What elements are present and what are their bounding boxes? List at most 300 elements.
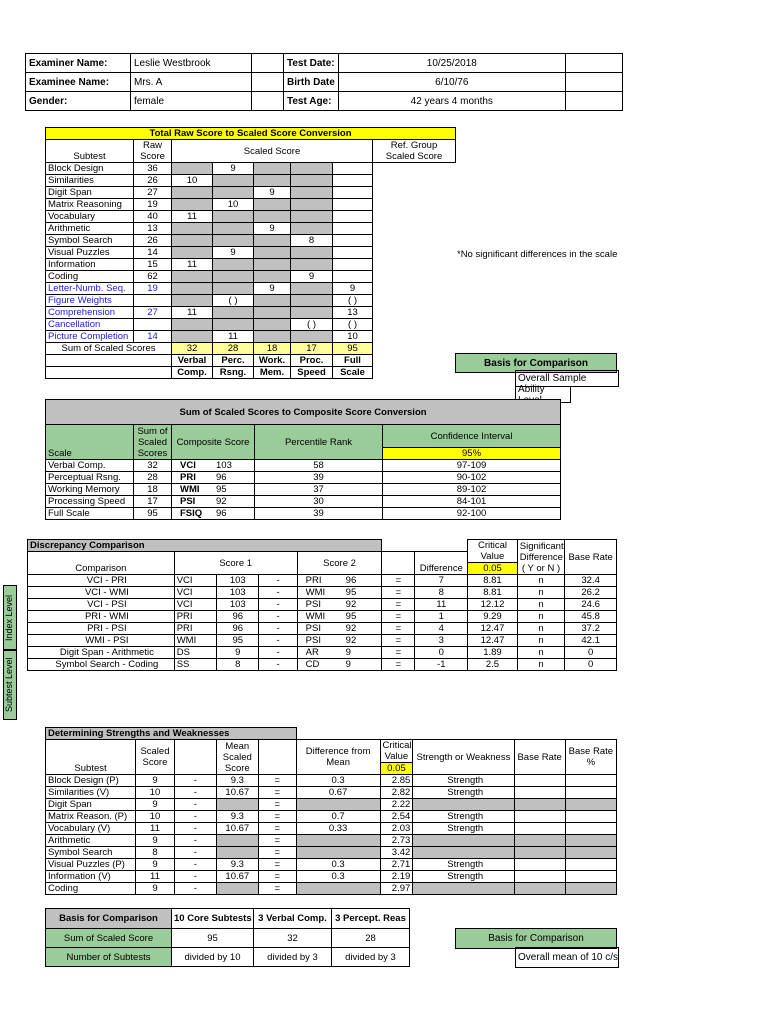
sw-strength-weakness: Strength <box>413 787 514 799</box>
raw-score-cell[interactable]: 15 <box>134 259 172 271</box>
idx-ps-bot: Speed <box>291 367 333 379</box>
basis-num2: divided by 3 <box>254 948 332 967</box>
scaled-score-cell <box>213 223 254 235</box>
score1-index: DS <box>174 647 216 659</box>
sw-critical-value: 2.19 <box>380 871 413 883</box>
sw-base-rate-pct <box>565 835 616 847</box>
equals-sign: = <box>258 811 296 823</box>
score1-index: PRI <box>174 611 216 623</box>
critical-value: 12.12 <box>468 599 518 611</box>
ref-group-cell <box>373 295 456 307</box>
basis-overall-sample[interactable]: Overall Sample <box>515 370 619 387</box>
scaled-score-cell <box>254 163 291 175</box>
sum-scaled-label: Sum of Scaled Scores <box>46 343 172 355</box>
ref-group-cell <box>373 271 456 283</box>
basis-num3: divided by 3 <box>332 948 410 967</box>
dash-sign: - <box>259 623 297 635</box>
score2-value: 92 <box>345 635 357 646</box>
comparison-name: PRI - PSI <box>28 623 175 635</box>
equals-sign: = <box>258 883 296 895</box>
score2 <box>297 575 382 587</box>
scaled-score-cell <box>333 199 373 211</box>
scaled-score-cell <box>213 283 254 295</box>
scaled-score-cell <box>291 199 333 211</box>
sw-base-rate <box>514 883 565 895</box>
score2 <box>297 659 382 671</box>
sw-scaled-score: 9 <box>136 775 175 787</box>
base-rate: 24.6 <box>565 599 617 611</box>
raw-score-row <box>46 187 456 199</box>
raw-score-cell[interactable]: 27 <box>134 307 172 319</box>
equals-sign: = <box>382 659 415 671</box>
idx-ps-top: Proc. <box>291 355 333 367</box>
scaled-score-cell: 13 <box>333 307 373 319</box>
test-date-value[interactable]: 10/25/2018 <box>338 54 565 73</box>
examinee-info-table <box>25 53 623 111</box>
scale-sum: 32 <box>134 460 172 472</box>
cv-level[interactable]: 0.05 <box>468 563 518 575</box>
significant-yn[interactable]: n <box>517 599 565 611</box>
col-sw-mean: Mean Scaled Score <box>216 740 258 775</box>
scaled-score-cell: 11 <box>172 211 213 223</box>
sw-mean: 10.67 <box>216 823 258 835</box>
raw-score-cell[interactable]: 14 <box>134 331 172 343</box>
critical-value: 12.47 <box>468 623 518 635</box>
raw-score-cell[interactable]: 27 <box>134 187 172 199</box>
subtest-name: Coding <box>46 271 134 283</box>
index-abbr: FSIQ <box>180 508 203 519</box>
sw-mean <box>216 835 258 847</box>
score2-index: WMI <box>305 587 326 598</box>
score1-index: SS <box>174 659 216 671</box>
scaled-score-cell <box>172 319 213 331</box>
sum-pr: 28 <box>213 343 254 355</box>
scaled-score-cell: 10 <box>213 199 254 211</box>
col-sw-brp: Base Rate % <box>565 740 616 775</box>
subtest-name: Picture Completion <box>46 331 134 343</box>
scaled-score-cell: 10 <box>172 175 213 187</box>
sw-difference: 0.3 <box>296 775 380 787</box>
difference-value: -1 <box>415 659 468 671</box>
significant-yn[interactable]: n <box>517 611 565 623</box>
dash-sign: - <box>259 635 297 647</box>
raw-score-row <box>46 295 456 307</box>
test-date-label: Test Date: <box>284 54 339 73</box>
strength-row <box>46 847 617 859</box>
col-significant: Significant Difference ( Y or N ) <box>517 540 565 575</box>
scaled-score-cell <box>291 211 333 223</box>
col-sw-sw: Strength or Weakness <box>413 740 514 775</box>
basis-comparison-table <box>45 908 410 967</box>
raw-score-row <box>46 211 456 223</box>
sw-base-rate <box>514 835 565 847</box>
basis-sum2: 32 <box>254 929 332 948</box>
scaled-score-cell <box>291 163 333 175</box>
ref-group-cell <box>373 247 456 259</box>
equals-sign: = <box>258 835 296 847</box>
test-age-label: Test Age: <box>284 92 339 111</box>
scaled-score-cell: 11 <box>172 259 213 271</box>
sw-mean <box>216 847 258 859</box>
base-rate: 37.2 <box>565 623 617 635</box>
composite-row <box>46 472 561 484</box>
sw-base-rate-pct <box>565 775 616 787</box>
score2-value: 9 <box>345 659 351 670</box>
col-scale: Scale <box>46 425 134 460</box>
dash-sign: - <box>259 587 297 599</box>
score1-value: 95 <box>217 635 259 647</box>
sw-difference: 0.67 <box>296 787 380 799</box>
raw-score-conversion-table <box>45 127 456 379</box>
equals-sign: = <box>382 611 415 623</box>
sw-difference: 0.3 <box>296 871 380 883</box>
sw-critical-value: 2.71 <box>380 859 413 871</box>
scaled-score-cell <box>254 235 291 247</box>
basis-ability-level[interactable]: Ability <box>515 386 571 403</box>
sw-strength-weakness: Strength <box>413 775 514 787</box>
scaled-score-cell <box>213 259 254 271</box>
score2 <box>297 647 382 659</box>
scaled-score-cell <box>254 211 291 223</box>
basis-comparison-header: Basis for Comparison <box>455 353 617 373</box>
strength-row <box>46 823 617 835</box>
score1-value: 96 <box>217 611 259 623</box>
raw-score-cell[interactable]: 40 <box>134 211 172 223</box>
sw-critical-value: 2.03 <box>380 823 413 835</box>
sw-mean <box>216 799 258 811</box>
composite-score <box>172 508 255 520</box>
sw-strength-weakness <box>413 835 514 847</box>
idx-wm-top: Work. <box>254 355 291 367</box>
score2-value: 95 <box>345 587 357 598</box>
difference-value: 3 <box>415 635 468 647</box>
sw-subtest-name: Coding <box>46 883 136 895</box>
raw-score-cell[interactable]: 62 <box>134 271 172 283</box>
discrepancy-row <box>28 611 617 623</box>
composite-row <box>46 484 561 496</box>
equals-sign: = <box>258 775 296 787</box>
percentile-rank: 39 <box>255 508 383 520</box>
scaled-score-cell <box>333 223 373 235</box>
scaled-score-cell: 11 <box>213 331 254 343</box>
scaled-score-cell <box>291 331 333 343</box>
scaled-score-cell <box>291 223 333 235</box>
strengths-title: Determining Strengths and Weaknesses <box>46 728 297 740</box>
raw-score-cell[interactable]: 19 <box>134 283 172 295</box>
discrepancy-row <box>28 647 617 659</box>
discrepancy-table <box>27 539 617 671</box>
ref-group-cell <box>373 223 456 235</box>
sw-base-rate-pct <box>565 871 616 883</box>
basis-sum3: 28 <box>332 929 410 948</box>
col-composite: Composite Score <box>172 425 255 460</box>
composite-row <box>46 508 561 520</box>
index-level-label: Index Level <box>3 585 17 650</box>
raw-score-row <box>46 271 456 283</box>
strength-row <box>46 859 617 871</box>
sw-strength-weakness: Strength <box>413 823 514 835</box>
critical-value: 12.47 <box>468 635 518 647</box>
difference-value: 0 <box>415 647 468 659</box>
idx-wm-bot: Mem. <box>254 367 291 379</box>
basis-h2: 3 Verbal Comp. <box>254 909 332 929</box>
score1-value: 103 <box>217 587 259 599</box>
significant-yn[interactable]: n <box>517 587 565 599</box>
col-sw-scaled: Scaled Score <box>136 740 175 775</box>
sw-mean: 9.3 <box>216 811 258 823</box>
confidence-interval: 84-101 <box>383 496 561 508</box>
basis-h3: 3 Percept. Reas <box>332 909 410 929</box>
basis-right-label: Basis for Comparison <box>455 928 617 949</box>
raw-score-row <box>46 319 456 331</box>
sw-mean <box>216 883 258 895</box>
sw-scaled-score: 8 <box>136 847 175 859</box>
sum-scaled-score-label: Sum of Scaled Score <box>46 929 172 948</box>
scale-name: Working Memory <box>46 484 134 496</box>
sw-mean: 9.3 <box>216 859 258 871</box>
scaled-score-cell <box>172 331 213 343</box>
scaled-score-cell <box>333 247 373 259</box>
ci-level[interactable]: 95% <box>383 448 561 460</box>
composite-title: Sum of Scaled Scores to Composite Score Conversion <box>46 400 561 425</box>
sw-subtest-name: Block Design (P) <box>46 775 136 787</box>
scaled-score-cell: 9 <box>333 283 373 295</box>
sw-base-rate <box>514 871 565 883</box>
discrepancy-row <box>28 659 617 671</box>
sw-critical-value: 2.85 <box>380 775 413 787</box>
col-sum-scaled: Sum of Scaled Scores <box>134 425 172 460</box>
dash-sign: - <box>174 871 216 883</box>
score1-index: VCI <box>174 575 216 587</box>
sum-fs: 95 <box>333 343 373 355</box>
subtest-name: Symbol Search <box>46 235 134 247</box>
scaled-score-cell <box>254 247 291 259</box>
sw-base-rate <box>514 811 565 823</box>
basis-right-value[interactable]: Overall mean of 10 c/s <box>515 947 619 968</box>
examiner-value[interactable]: Leslie Westbrook <box>131 54 252 73</box>
scaled-score-cell: 9 <box>254 283 291 295</box>
examinee-label: Examinee Name: <box>26 73 131 92</box>
raw-score-cell[interactable]: 13 <box>134 223 172 235</box>
sw-critical-value: 2.22 <box>380 799 413 811</box>
dash-sign: - <box>174 835 216 847</box>
subtest-name: Cancellation <box>46 319 134 331</box>
basis-num1: divided by 10 <box>172 948 254 967</box>
score2-value: 9 <box>345 647 351 658</box>
equals-sign: = <box>382 599 415 611</box>
sw-base-rate <box>514 787 565 799</box>
sw-scaled-score: 10 <box>136 811 175 823</box>
dash-sign: - <box>174 883 216 895</box>
sw-subtest-name: Arithmetic <box>46 835 136 847</box>
col-raw-score: Raw Score <box>134 140 172 163</box>
percentile-rank: 39 <box>255 472 383 484</box>
equals-sign: = <box>382 575 415 587</box>
strength-row <box>46 787 617 799</box>
subtest-name: Vocabulary <box>46 211 134 223</box>
index-abbr: VCI <box>180 460 196 471</box>
gender-value[interactable]: female <box>131 92 252 111</box>
scaled-score-cell: 10 <box>333 331 373 343</box>
score2-value: 96 <box>345 575 357 586</box>
index-abbr: WMI <box>180 484 200 495</box>
subtest-name: Visual Puzzles <box>46 247 134 259</box>
ref-group-cell <box>373 331 456 343</box>
scaled-score-cell <box>213 271 254 283</box>
index-score: 103 <box>216 460 232 471</box>
base-rate: 26.2 <box>565 587 617 599</box>
sw-subtest-name: Vocabulary (V) <box>46 823 136 835</box>
sw-base-rate-pct <box>565 811 616 823</box>
score1-value: 9 <box>217 647 259 659</box>
sw-base-rate-pct <box>565 787 616 799</box>
birth-date-value[interactable]: 6/10/76 <box>338 73 565 92</box>
raw-score-cell[interactable]: 26 <box>134 175 172 187</box>
sw-subtest-name: Symbol Search <box>46 847 136 859</box>
discrepancy-row <box>28 575 617 587</box>
sw-strength-weakness: Strength <box>413 811 514 823</box>
score1-value: 96 <box>217 623 259 635</box>
raw-score-cell[interactable]: 36 <box>134 163 172 175</box>
ref-group-cell <box>373 307 456 319</box>
scaled-score-cell <box>291 283 333 295</box>
col-ref-group: Ref. Group Scaled Score <box>373 140 456 163</box>
percentile-rank: 58 <box>255 460 383 472</box>
scaled-score-cell: 11 <box>172 307 213 319</box>
score2-index: PSI <box>305 623 321 634</box>
comparison-name: WMI - PSI <box>28 635 175 647</box>
raw-score-row <box>46 175 456 187</box>
score2-index: AR <box>305 647 319 658</box>
score2-index: PSI <box>305 599 321 610</box>
percentile-rank: 37 <box>255 484 383 496</box>
col-comparison: Comparison <box>28 552 175 575</box>
basis-sum1: 95 <box>172 929 254 948</box>
basis-h1: 10 Core Subtests <box>172 909 254 929</box>
ref-group-cell <box>373 283 456 295</box>
equals-sign: = <box>382 623 415 635</box>
sum-wm: 18 <box>254 343 291 355</box>
comparison-name: VCI - PRI <box>28 575 175 587</box>
dash-sign: - <box>174 823 216 835</box>
critical-value: 8.81 <box>468 575 518 587</box>
score2 <box>297 635 382 647</box>
scaled-score-cell <box>333 187 373 199</box>
dash-sign: - <box>174 811 216 823</box>
significant-yn[interactable]: n <box>517 623 565 635</box>
sw-difference: 0.33 <box>296 823 380 835</box>
col-subtest: Subtest <box>46 140 134 163</box>
raw-score-row <box>46 331 456 343</box>
scaled-score-cell <box>333 211 373 223</box>
subtest-level-label: Subtest Level <box>3 650 17 720</box>
strength-row <box>46 871 617 883</box>
col-confidence: Confidence Interval <box>383 425 561 448</box>
ref-group-cell <box>373 199 456 211</box>
sw-scaled-score: 9 <box>136 799 175 811</box>
scaled-score-cell <box>333 271 373 283</box>
raw-score-row <box>46 247 456 259</box>
examinee-value[interactable]: Mrs. A <box>131 73 252 92</box>
significant-yn[interactable]: n <box>517 647 565 659</box>
raw-score-cell[interactable] <box>134 295 172 307</box>
col-score2: Score 2 <box>297 552 382 575</box>
significant-yn[interactable]: n <box>517 635 565 647</box>
raw-score-cell[interactable]: 26 <box>134 235 172 247</box>
scale-name: Verbal Comp. <box>46 460 134 472</box>
composite-score <box>172 484 255 496</box>
percentile-rank: 30 <box>255 496 383 508</box>
scaled-score-cell: ( ) <box>333 319 373 331</box>
sw-base-rate <box>514 823 565 835</box>
scaled-score-cell <box>333 235 373 247</box>
sw-mean: 10.67 <box>216 871 258 883</box>
col-score1: Score 1 <box>174 552 297 575</box>
raw-score-cell[interactable]: 19 <box>134 199 172 211</box>
ref-group-cell <box>373 175 456 187</box>
sw-difference <box>296 835 380 847</box>
dash-sign: - <box>174 799 216 811</box>
score2-index: WMI <box>305 611 326 622</box>
ref-group-cell <box>373 163 456 175</box>
sw-critical-value: 2.97 <box>380 883 413 895</box>
no-sig-diff-note: *No significant differences in the scale <box>457 249 617 260</box>
ref-group-cell <box>373 235 456 247</box>
raw-score-cell[interactable]: 14 <box>134 247 172 259</box>
sw-difference <box>296 847 380 859</box>
dash-sign: - <box>174 787 216 799</box>
scaled-score-cell <box>254 295 291 307</box>
base-rate: 45.8 <box>565 611 617 623</box>
score1-index: PRI <box>174 623 216 635</box>
sw-mean: 10.67 <box>216 787 258 799</box>
sw-base-rate-pct <box>565 883 616 895</box>
sw-critical-value: 2.73 <box>380 835 413 847</box>
sw-subtest-name: Visual Puzzles (P) <box>46 859 136 871</box>
significant-yn[interactable]: n <box>517 575 565 587</box>
sw-base-rate-pct <box>565 859 616 871</box>
subtest-name: Arithmetic <box>46 223 134 235</box>
sw-scaled-score: 9 <box>136 835 175 847</box>
scaled-score-cell: 9 <box>254 187 291 199</box>
equals-sign: = <box>258 823 296 835</box>
test-age-value[interactable]: 42 years 4 months <box>338 92 565 111</box>
sum-vc: 32 <box>172 343 213 355</box>
scaled-score-cell <box>254 259 291 271</box>
strength-row <box>46 883 617 895</box>
raw-score-row <box>46 283 456 295</box>
col-scaled-score: Scaled Score <box>172 140 373 163</box>
sw-cv-level[interactable]: 0.05 <box>380 763 413 775</box>
subtest-name: Figure Weights <box>46 295 134 307</box>
dash-sign: - <box>259 659 297 671</box>
critical-value: 9.29 <box>468 611 518 623</box>
scaled-score-cell <box>254 319 291 331</box>
difference-value: 1 <box>415 611 468 623</box>
scaled-score-cell: 9 <box>213 163 254 175</box>
scale-sum: 17 <box>134 496 172 508</box>
base-rate: 32.4 <box>565 575 617 587</box>
scaled-score-cell <box>213 307 254 319</box>
score2-value: 92 <box>345 599 357 610</box>
composite-conversion-table <box>45 399 561 520</box>
sw-scaled-score: 10 <box>136 787 175 799</box>
sw-base-rate-pct <box>565 847 616 859</box>
strength-row <box>46 775 617 787</box>
comparison-name: Digit Span - Arithmetic <box>28 647 175 659</box>
significant-yn[interactable]: n <box>517 659 565 671</box>
raw-score-cell[interactable] <box>134 319 172 331</box>
